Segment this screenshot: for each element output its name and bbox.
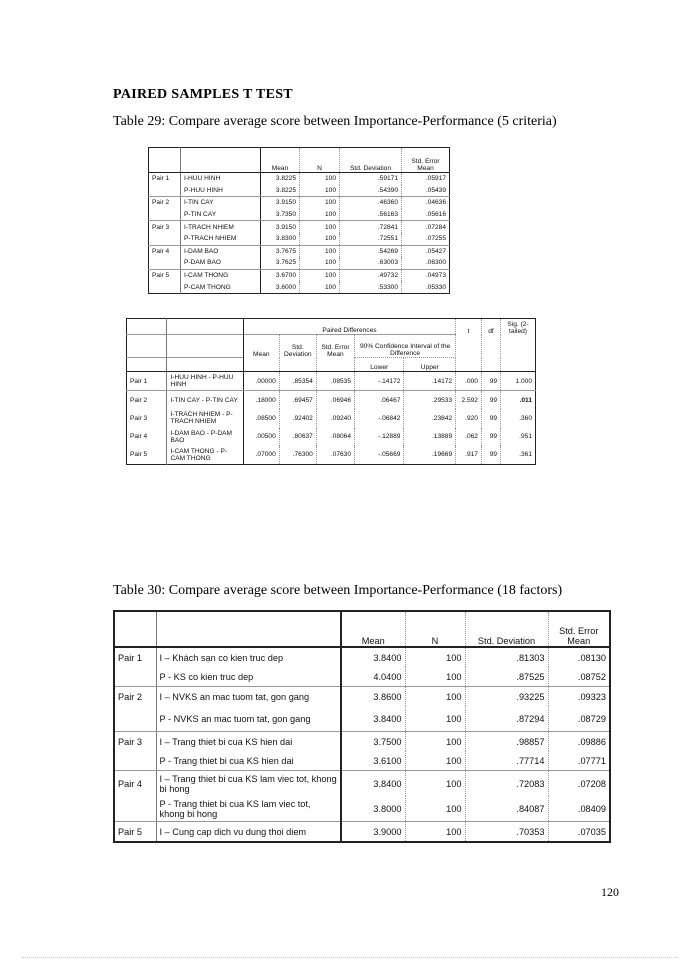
n-value: 100 [300,209,340,221]
pair-label: Pair 2 [127,391,167,410]
std-deviation-value: .87525 [465,667,548,687]
t-value: .000 [456,372,482,391]
pair-label: Pair 5 [114,822,156,843]
std-error-value: .07284 [425,223,446,231]
table-row [127,391,536,410]
std-deviation-value: .85354 [279,372,316,391]
pair-label [149,257,181,269]
n-value: 100 [405,687,465,707]
col-header-df: df [481,319,500,335]
pair-label: Pair 3 [149,221,181,233]
mean-value: 3.9150 [261,221,300,233]
std-deviation-value: .72841 [340,221,402,233]
pair-label: Pair 1 [114,647,156,667]
std-deviation-value: .70353 [465,822,548,843]
factor-label: P - KS co kien truc dep [156,667,341,687]
paired-samples-test-table [126,318,536,465]
std-error-value: .04973 [425,272,446,280]
col-header-std-error-mean: Std. Error Mean [402,148,450,173]
section-heading: PAIRED SAMPLES T TEST [113,87,293,102]
variable-label: P-HUU HINH [181,185,261,197]
sig-value: .011 [519,396,532,404]
std-error-value: .08752 [548,667,610,687]
mean-value: 3.8400 [341,706,405,732]
mean-value: 3.8000 [341,796,405,822]
pair-label: Pair 4 [114,771,156,797]
col-header-upper: Upper [404,358,456,372]
col-header-mean: Mean [243,335,279,358]
std-deviation-value: .76300 [279,446,316,465]
std-error-value: .07771 [548,751,610,771]
std-deviation-value: .72083 [465,771,548,797]
table-row [127,372,536,391]
mean-value: 3.8300 [261,233,300,245]
std-deviation-value: .81303 [465,647,548,667]
std-error-value: .07255 [402,233,450,245]
table-row [149,269,450,281]
std-deviation-value: .54269 [340,245,402,257]
t-value: .917 [456,446,482,465]
table-row [114,687,610,707]
sig-value: .361 [519,451,532,459]
ci-lower-value: .06467 [355,391,404,410]
pair-variables-label: I-TIN CAY - P-TIN CAY [167,391,243,410]
pair-label [149,281,181,293]
std-deviation-value: .54390 [340,185,402,197]
factor-label: I – Cung cap dich vu dung thoi diem [156,822,341,843]
table-row [149,221,450,233]
std-deviation-value: .69457 [279,391,316,410]
std-error-value: .06300 [402,257,450,269]
table-29-caption: Table 29: Compare average score between Importance-Performance (5 criteria) [113,114,557,129]
table-row [114,751,610,771]
std-error-value: .09886 [577,736,606,747]
df-value: 99 [481,372,500,391]
factor-label: I – Trang thiet bi cua KS lam viec tot, khong bi hong [156,771,341,797]
std-error-value: .08729 [548,706,610,732]
std-deviation-value: .53300 [340,281,402,293]
df-value: 99 [481,446,500,465]
table-row [149,197,450,209]
table-row [149,209,450,221]
table-row [149,257,450,269]
col-header-mean: Mean [341,611,405,647]
mean-difference-value: .00000 [243,372,279,391]
mean-value: 3.8400 [341,771,405,797]
pair-label [149,209,181,221]
table-row [114,732,610,752]
pair-label [114,796,156,822]
std-deviation-value: .56163 [340,209,402,221]
col-header-confidence-interval: 90% Confidence Interval of the Difference [355,335,456,358]
paired-samples-statistics-table [148,147,450,294]
variable-label: I-HUU HINH [181,173,261,185]
variable-label: I-TRACH NHIEM [181,221,261,233]
pair-label: Pair 4 [127,428,167,446]
mean-value: 3.8225 [261,185,300,197]
ci-lower-value: -.05669 [355,446,404,465]
n-value: 100 [405,771,465,797]
std-deviation-value: .93225 [465,687,548,707]
std-deviation-value: .80637 [279,428,316,446]
std-error-value: .08409 [548,796,610,822]
std-deviation-value: .46360 [340,197,402,209]
std-error-value: .05917 [425,175,446,183]
mean-value: 3.7625 [261,257,300,269]
n-value: 100 [300,257,340,269]
table-row [114,771,610,797]
std-error-value: .08130 [577,652,606,663]
std-error-value: .04636 [425,199,446,207]
table-row [149,233,450,245]
col-header-std-error-mean: Std. Error Mean [548,611,610,647]
std-error-value: .08535 [316,372,354,391]
n-value: 100 [300,245,340,257]
n-value: 100 [405,822,465,843]
table-row [149,173,450,185]
n-value: 100 [300,269,340,281]
pair-label: Pair 2 [114,687,156,707]
table-row [114,647,610,667]
pair-label [114,667,156,687]
std-error-value: .05330 [425,283,446,291]
std-deviation-value: .84087 [465,796,548,822]
col-header-mean: Mean [261,148,300,173]
col-header-n: N [300,148,340,173]
n-value: 100 [405,706,465,732]
std-error-value: .05439 [402,185,450,197]
table-row [114,796,610,822]
table-row [127,409,536,427]
mean-value: 3.9000 [341,822,405,843]
ci-lower-value: -.06842 [355,409,404,427]
mean-value: 4.0400 [341,667,405,687]
std-error-value: .09240 [316,409,354,427]
ci-upper-value: .14172 [404,372,456,391]
pair-variables-label: I-HUU HINH - P-HUU HINH [167,372,243,391]
n-value: 100 [405,732,465,752]
pair-label: Pair 3 [114,732,156,752]
factor-label: P - Trang thiet bi cua KS hien dai [156,751,341,771]
page-number: 120 [601,885,619,899]
table-row [127,428,536,446]
std-error-value: .07208 [577,778,606,789]
variable-label: I-DAM BAO [181,245,261,257]
std-error-value: .05616 [402,209,450,221]
n-value: 100 [405,751,465,771]
page-bottom-rule [22,957,678,958]
ci-lower-value: -.12889 [355,428,404,446]
ci-upper-value: .19669 [404,446,456,465]
n-value: 100 [300,173,340,185]
std-error-value: .06946 [316,391,354,410]
n-value: 100 [405,647,465,667]
variable-label: P-DAM BAO [181,257,261,269]
pair-variables-label: I-TRACH NHIEM - P-TRACH NHIEM [167,409,243,427]
pair-variables-label: I-CAM THONG - P-CAM THONG [167,446,243,465]
mean-difference-value: .18000 [243,391,279,410]
table-row [127,446,536,465]
pair-label [114,751,156,771]
n-value: 100 [405,667,465,687]
t-value: .062 [456,428,482,446]
df-value: 99 [481,409,500,427]
df-value: 99 [481,428,500,446]
table-row [114,667,610,687]
table-row [114,706,610,732]
n-value: 100 [300,221,340,233]
mean-value: 3.7500 [341,732,405,752]
variable-label: P-CAM THONG [181,281,261,293]
n-value: 100 [300,197,340,209]
sig-value: .360 [519,414,532,422]
factor-label: P - NVKS an mac tuom tat, gon gang [156,706,341,732]
mean-value: 3.8400 [341,647,405,667]
pair-label: Pair 1 [127,372,167,391]
mean-value: 3.6700 [261,269,300,281]
pair-label: Pair 5 [149,269,181,281]
std-deviation-value: .87294 [465,706,548,732]
col-header-std-deviation: Std. Deviation [465,611,548,647]
sig-value: .951 [519,433,532,441]
mean-difference-value: .08500 [243,409,279,427]
mean-difference-value: .07000 [243,446,279,465]
factor-statistics-table [113,610,611,843]
table-30-caption: Table 30: Compare average score between Importance-Performance (18 factors) [113,583,563,598]
factor-label: I – Khách sạn co kien truc dep [156,647,341,667]
std-error-value: .09323 [577,691,606,702]
col-header-t: t [456,319,482,335]
variable-label: P-TIN CAY [181,209,261,221]
std-error-value: .07630 [316,446,354,465]
std-deviation-value: .72551 [340,233,402,245]
pair-label [149,233,181,245]
std-deviation-value: .77714 [465,751,548,771]
pair-label: Pair 2 [149,197,181,209]
pair-label: Pair 3 [127,409,167,427]
variable-label: I-TIN CAY [181,197,261,209]
table-row [149,281,450,293]
col-header-std-deviation: Std. Deviation [279,335,316,358]
std-deviation-value: .49732 [340,269,402,281]
mean-value: 3.8600 [341,687,405,707]
mean-value: 3.6000 [261,281,300,293]
ci-lower-value: -.14172 [355,372,404,391]
table-header-row [127,319,536,335]
n-value: 100 [405,796,465,822]
mean-value: 3.7350 [261,209,300,221]
col-header-std-deviation: Std. Deviation [340,148,402,173]
table-row [149,185,450,197]
ci-upper-value: .13889 [404,428,456,446]
mean-value: 3.9150 [261,197,300,209]
n-value: 100 [300,185,340,197]
factor-label: I – NVKS an mac tuom tat, gon gang [156,687,341,707]
pair-label [149,185,181,197]
paired-differences-header: Paired Differences [243,319,455,335]
t-value: .920 [456,409,482,427]
std-error-value: .08064 [316,428,354,446]
std-error-value: .05427 [425,247,446,255]
table-header-row [114,611,610,647]
mean-difference-value: .00500 [243,428,279,446]
variable-label: P-TRACH NHIEM [181,233,261,245]
df-value: 99 [481,391,500,410]
pair-label: Pair 1 [149,173,181,185]
table-row [114,822,610,843]
pair-label: Pair 4 [149,245,181,257]
n-value: 100 [300,233,340,245]
pair-label [114,706,156,732]
pair-label: Pair 5 [127,446,167,465]
std-error-value: .07035 [577,826,606,837]
factor-label: P - Trang thiet bi cua KS lam viec tot, khong bi hong [156,796,341,822]
col-header-n: N [405,611,465,647]
ci-upper-value: .29533 [404,391,456,410]
col-header-sig: Sig. (2-tailed) [507,320,529,335]
pair-variables-label: I-DAM BAO - P-DAM BAO [167,428,243,446]
n-value: 100 [300,281,340,293]
table-header-row [127,335,536,358]
std-deviation-value: .98857 [465,732,548,752]
table-row [149,245,450,257]
mean-value: 3.7675 [261,245,300,257]
std-deviation-value: .59171 [340,173,402,185]
variable-label: I-CAM THONG [181,269,261,281]
table-header-row [149,148,450,173]
mean-value: 3.8225 [261,173,300,185]
table-header-row [127,358,536,372]
sig-value: 1.000 [501,372,536,391]
ci-upper-value: .23842 [404,409,456,427]
std-deviation-value: .63003 [340,257,402,269]
col-header-std-error-mean: Std. Error Mean [316,335,354,358]
std-deviation-value: .92402 [279,409,316,427]
t-value: 2.592 [456,391,482,410]
col-header-lower: Lower [355,358,404,372]
factor-label: I – Trang thiet bi cua KS hien dai [156,732,341,752]
mean-value: 3.6100 [341,751,405,771]
